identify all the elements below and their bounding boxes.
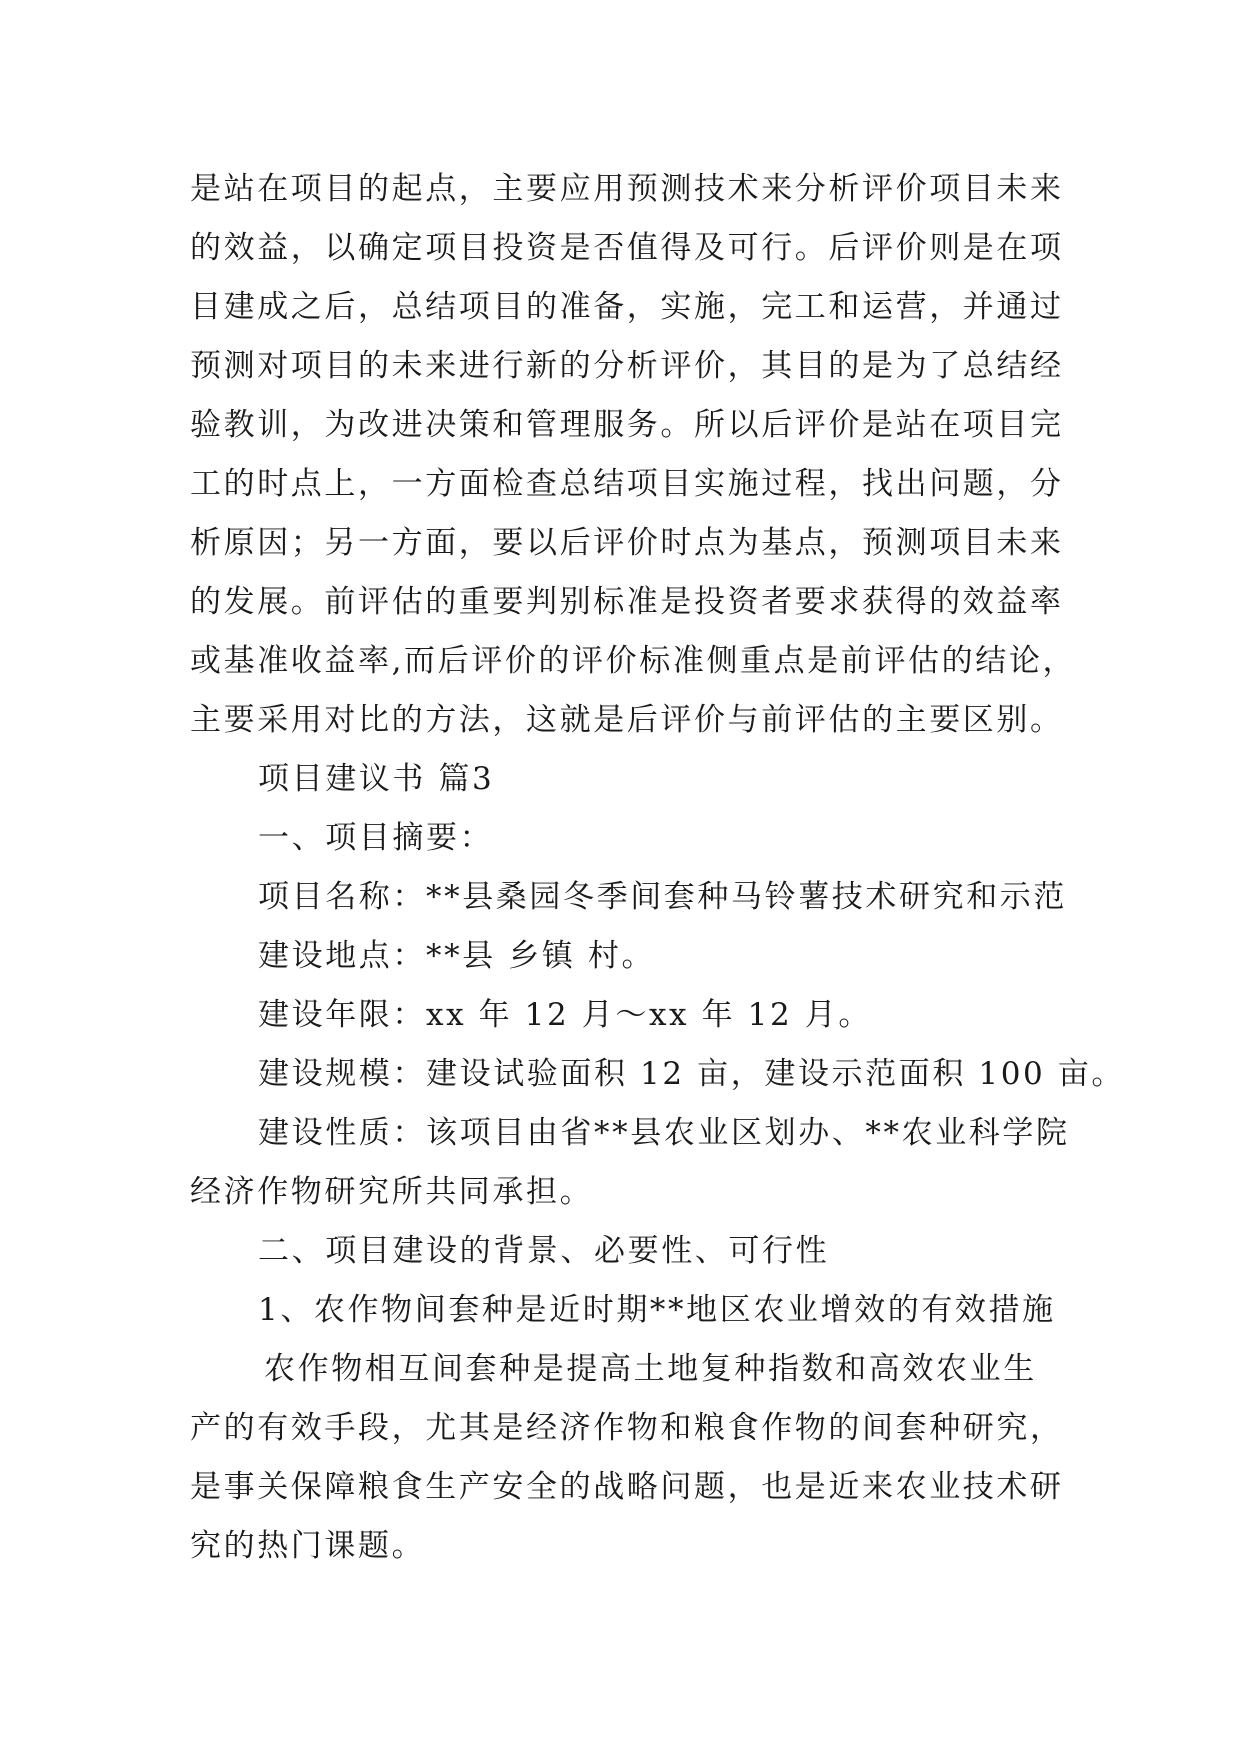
paragraph-line: 产的有效手段，尤其是经济作物和粮食作物的间套种研究， [190, 1410, 1064, 1446]
paragraph-line: 析原因；另一方面，要以后评价时点为基点，预测项目未来 [190, 525, 1064, 561]
paragraph-line: 工的时点上，一方面检查总结项目实施过程，找出问题，分 [190, 466, 1064, 502]
section-heading: 项目建议书 篇3 [258, 761, 495, 797]
paragraph-line: 验教训，为改进决策和管理服务。所以后评价是站在项目完 [190, 407, 1064, 443]
project-name-line: 项目名称：**县桑园冬季间套种马铃薯技术研究和示范 [258, 879, 1067, 915]
location-line: 建设地点：**县 乡镇 村。 [258, 938, 656, 974]
paragraph-line: 预测对项目的未来进行新的分析评价，其目的是为了总结经 [190, 348, 1064, 384]
paragraph-line: 的发展。前评估的重要判别标准是投资者要求获得的效益率 [190, 584, 1064, 620]
subsection-heading: 二、项目建设的背景、必要性、可行性 [258, 1233, 830, 1269]
paragraph-line: 目建成之后，总结项目的准备，实施，完工和运营，并通过 [190, 289, 1064, 325]
paragraph-line: 的效益，以确定项目投资是否值得及可行。后评价则是在项 [190, 230, 1064, 266]
duration-line: 建设年限：xx 年 12 月～xx 年 12 月。 [258, 997, 872, 1033]
scale-line: 建设规模：建设试验面积 12 亩，建设示范面积 100 亩。 [258, 1056, 1126, 1092]
point-heading: 1、农作物间套种是近时期**地区农业增效的有效措施 [258, 1292, 1056, 1328]
paragraph-line: 或基准收益率,而后评价的评价标准侧重点是前评估的结论， [190, 643, 1077, 679]
nature-line: 建设性质：该项目由省**县农业区划办、**农业科学院 [258, 1115, 1070, 1151]
paragraph-line: 经济作物研究所共同承担。 [190, 1174, 594, 1210]
paragraph-line: 农作物相互间套种是提高土地复种指数和高效农业生 [264, 1351, 1037, 1387]
subsection-heading: 一、项目摘要： [258, 820, 494, 856]
paragraph-line: 是事关保障粮食生产安全的战略问题，也是近来农业技术研 [190, 1469, 1064, 1505]
document-body [190, 160, 1126, 1576]
paragraph-line: 主要采用对比的方法，这就是后评价与前评估的主要区别。 [190, 702, 1064, 738]
paragraph-line: 究的热门课题。 [190, 1528, 426, 1564]
paragraph-line: 是站在项目的起点，主要应用预测技术来分析评价项目未来 [190, 171, 1064, 207]
